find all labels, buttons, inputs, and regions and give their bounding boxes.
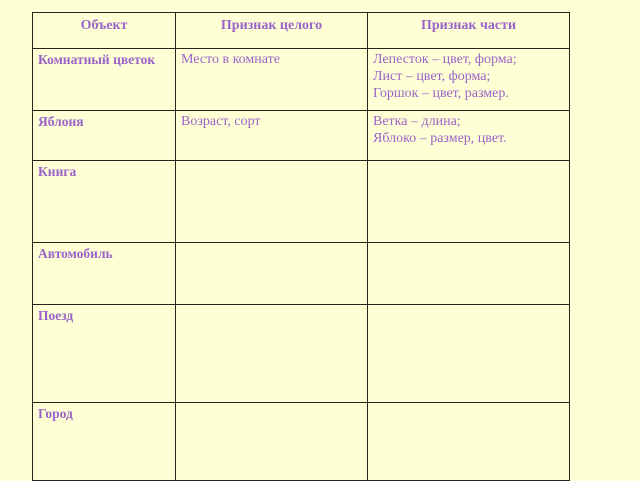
header-row — [33, 13, 570, 49]
table-row — [33, 111, 570, 161]
table-row — [33, 49, 570, 111]
row-part-feature — [368, 243, 570, 305]
row-whole-feature — [176, 305, 368, 403]
row-object: Комнатный цветок — [33, 49, 176, 111]
row-object: Поезд — [33, 305, 176, 403]
row-object: Город — [33, 403, 176, 481]
table-row — [33, 243, 570, 305]
header-whole-feature: Признак целого — [176, 13, 368, 49]
table-row — [33, 403, 570, 481]
row-object: Автомобиль — [33, 243, 176, 305]
row-whole-feature — [176, 243, 368, 305]
header-part-feature: Признак части — [368, 13, 570, 49]
row-part-feature: Лепесток – цвет, форма; Лист – цвет, форма; Горшок – цвет, размер. — [368, 49, 570, 111]
row-object: Яблоня — [33, 111, 176, 161]
row-part-feature — [368, 305, 570, 403]
table-row — [33, 161, 570, 243]
row-whole-feature: Место в комнате — [176, 49, 368, 111]
header-object: Объект — [33, 13, 176, 49]
features-table — [32, 12, 570, 481]
row-part-feature: Ветка – длина; Яблоко – размер, цвет. — [368, 111, 570, 161]
row-whole-feature — [176, 161, 368, 243]
row-whole-feature — [176, 403, 368, 481]
table-row — [33, 305, 570, 403]
row-whole-feature: Возраст, сорт — [176, 111, 368, 161]
row-part-feature — [368, 403, 570, 481]
row-part-feature — [368, 161, 570, 243]
row-object: Книга — [33, 161, 176, 243]
